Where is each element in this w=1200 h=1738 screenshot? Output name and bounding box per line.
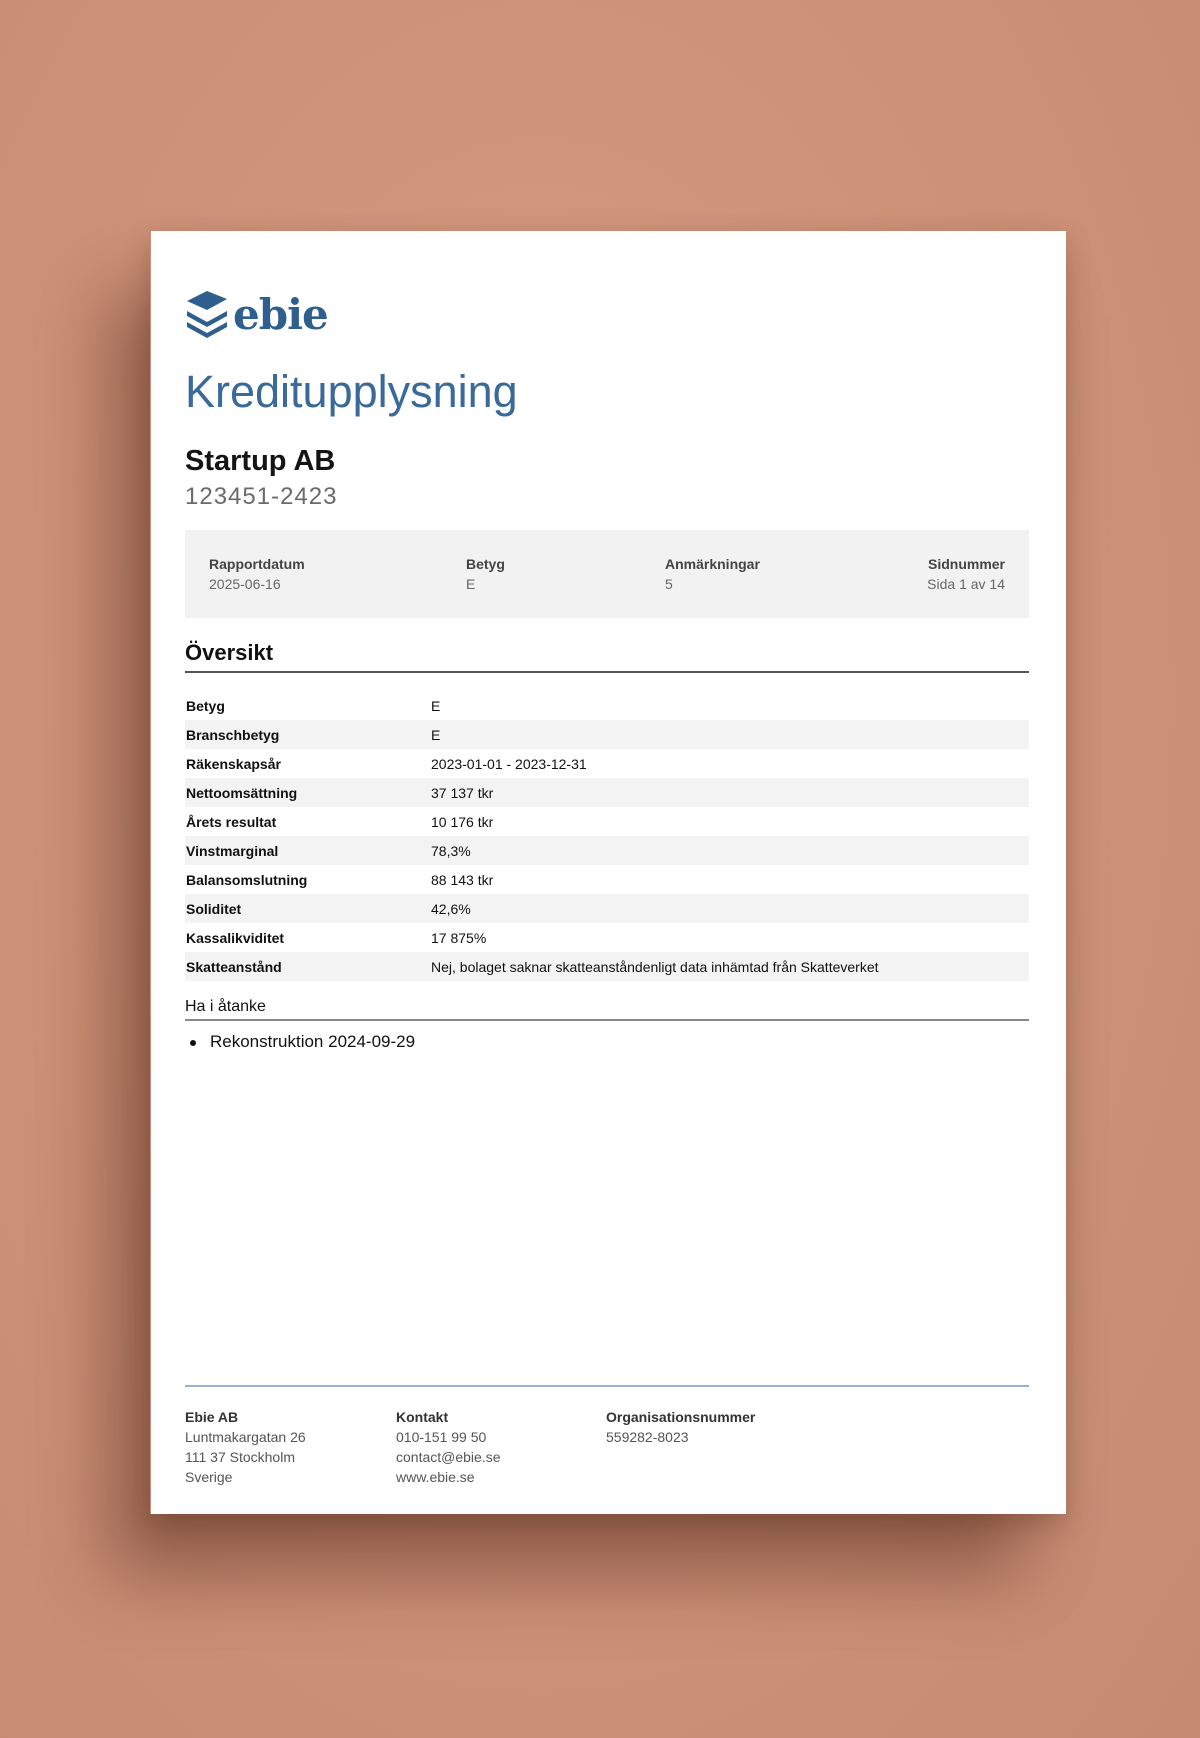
footer-contact-label: Kontakt (396, 1409, 449, 1425)
table-row (185, 865, 1029, 894)
rating-field (466, 554, 505, 594)
footer-contact (396, 1407, 501, 1487)
table-row (185, 778, 1029, 807)
report-date-label: Rapportdatum (209, 556, 305, 572)
ebie-logo (185, 289, 328, 341)
report-date-value: 2025-06-16 (209, 576, 281, 592)
row-value: 2023-01-01 - 2023-12-31 (431, 755, 587, 772)
footer-address (185, 1407, 306, 1487)
row-label: Räkenskapsår (186, 755, 281, 772)
rating-value: E (466, 576, 476, 592)
remarks-label: Anmärkningar (665, 556, 760, 572)
footer-phone: 010-151 99 50 (396, 1429, 487, 1445)
stacked-layers-icon (185, 289, 229, 341)
footer-postal: 111 37 Stockholm (185, 1449, 295, 1465)
page-number-label: Sidnummer (927, 556, 1005, 572)
row-label: Årets resultat (186, 813, 277, 830)
row-value: 17 875% (431, 929, 487, 946)
row-value: Nej, bolaget saknar skatteanståndenligt data inhämtad från Skatteverket (431, 958, 879, 975)
page-number-field (927, 554, 1005, 594)
footer-org (606, 1407, 755, 1447)
table-row (185, 749, 1029, 778)
footer-org-label: Organisationsnummer (606, 1409, 756, 1425)
table-row (185, 894, 1029, 923)
remarks-field (665, 554, 760, 594)
row-value: 78,3% (431, 842, 471, 859)
report-summary-box (185, 530, 1029, 618)
row-value: 88 143 tkr (431, 871, 494, 888)
row-label: Vinstmarginal (186, 842, 279, 859)
note-text: Rekonstruktion 2024-09-29 (210, 1032, 416, 1051)
row-label: Betyg (186, 697, 225, 714)
row-value: E (431, 697, 441, 714)
row-label: Branschbetyg (186, 726, 280, 743)
row-value: 10 176 tkr (431, 813, 494, 830)
remarks-value: 5 (665, 576, 673, 592)
overview-table (185, 691, 1029, 981)
row-value: 37 137 tkr (431, 784, 494, 801)
footer-divider (185, 1385, 1029, 1387)
logo-wordmark: ebie (233, 290, 328, 339)
row-value: 42,6% (431, 900, 471, 917)
list-item (185, 1031, 415, 1053)
company-name: Startup AB (185, 445, 336, 477)
footer-country: Sverige (185, 1469, 233, 1485)
footer-street: Luntmakargatan 26 (185, 1429, 306, 1445)
company-org-number: 123451-2423 (185, 483, 338, 510)
table-row (185, 923, 1029, 952)
row-value: E (431, 726, 441, 743)
table-row (185, 720, 1029, 749)
page-number-value: Sida 1 av 14 (927, 576, 1005, 592)
table-row (185, 691, 1029, 720)
footer-email: contact@ebie.se (396, 1449, 501, 1465)
notes-heading: Ha i åtanke (185, 998, 1029, 1021)
overview-heading: Översikt (185, 642, 1029, 673)
row-label: Kassalikviditet (186, 929, 285, 946)
notes-list (185, 1031, 415, 1053)
footer-org-number: 559282-8023 (606, 1429, 689, 1445)
report-date-field (209, 554, 305, 594)
footer-company-name: Ebie AB (185, 1409, 239, 1425)
table-row (185, 836, 1029, 865)
row-label: Balansomslutning (186, 871, 308, 888)
bullet-icon (190, 1040, 196, 1046)
table-row (185, 807, 1029, 836)
footer-website: www.ebie.se (396, 1469, 475, 1485)
rating-label: Betyg (466, 556, 505, 572)
table-row (185, 952, 1029, 981)
credit-report-page (151, 231, 1066, 1514)
row-label: Nettoomsättning (186, 784, 298, 801)
page-title: Kreditupplysning (185, 366, 518, 417)
row-label: Soliditet (186, 900, 242, 917)
row-label: Skatteanstånd (186, 958, 282, 975)
